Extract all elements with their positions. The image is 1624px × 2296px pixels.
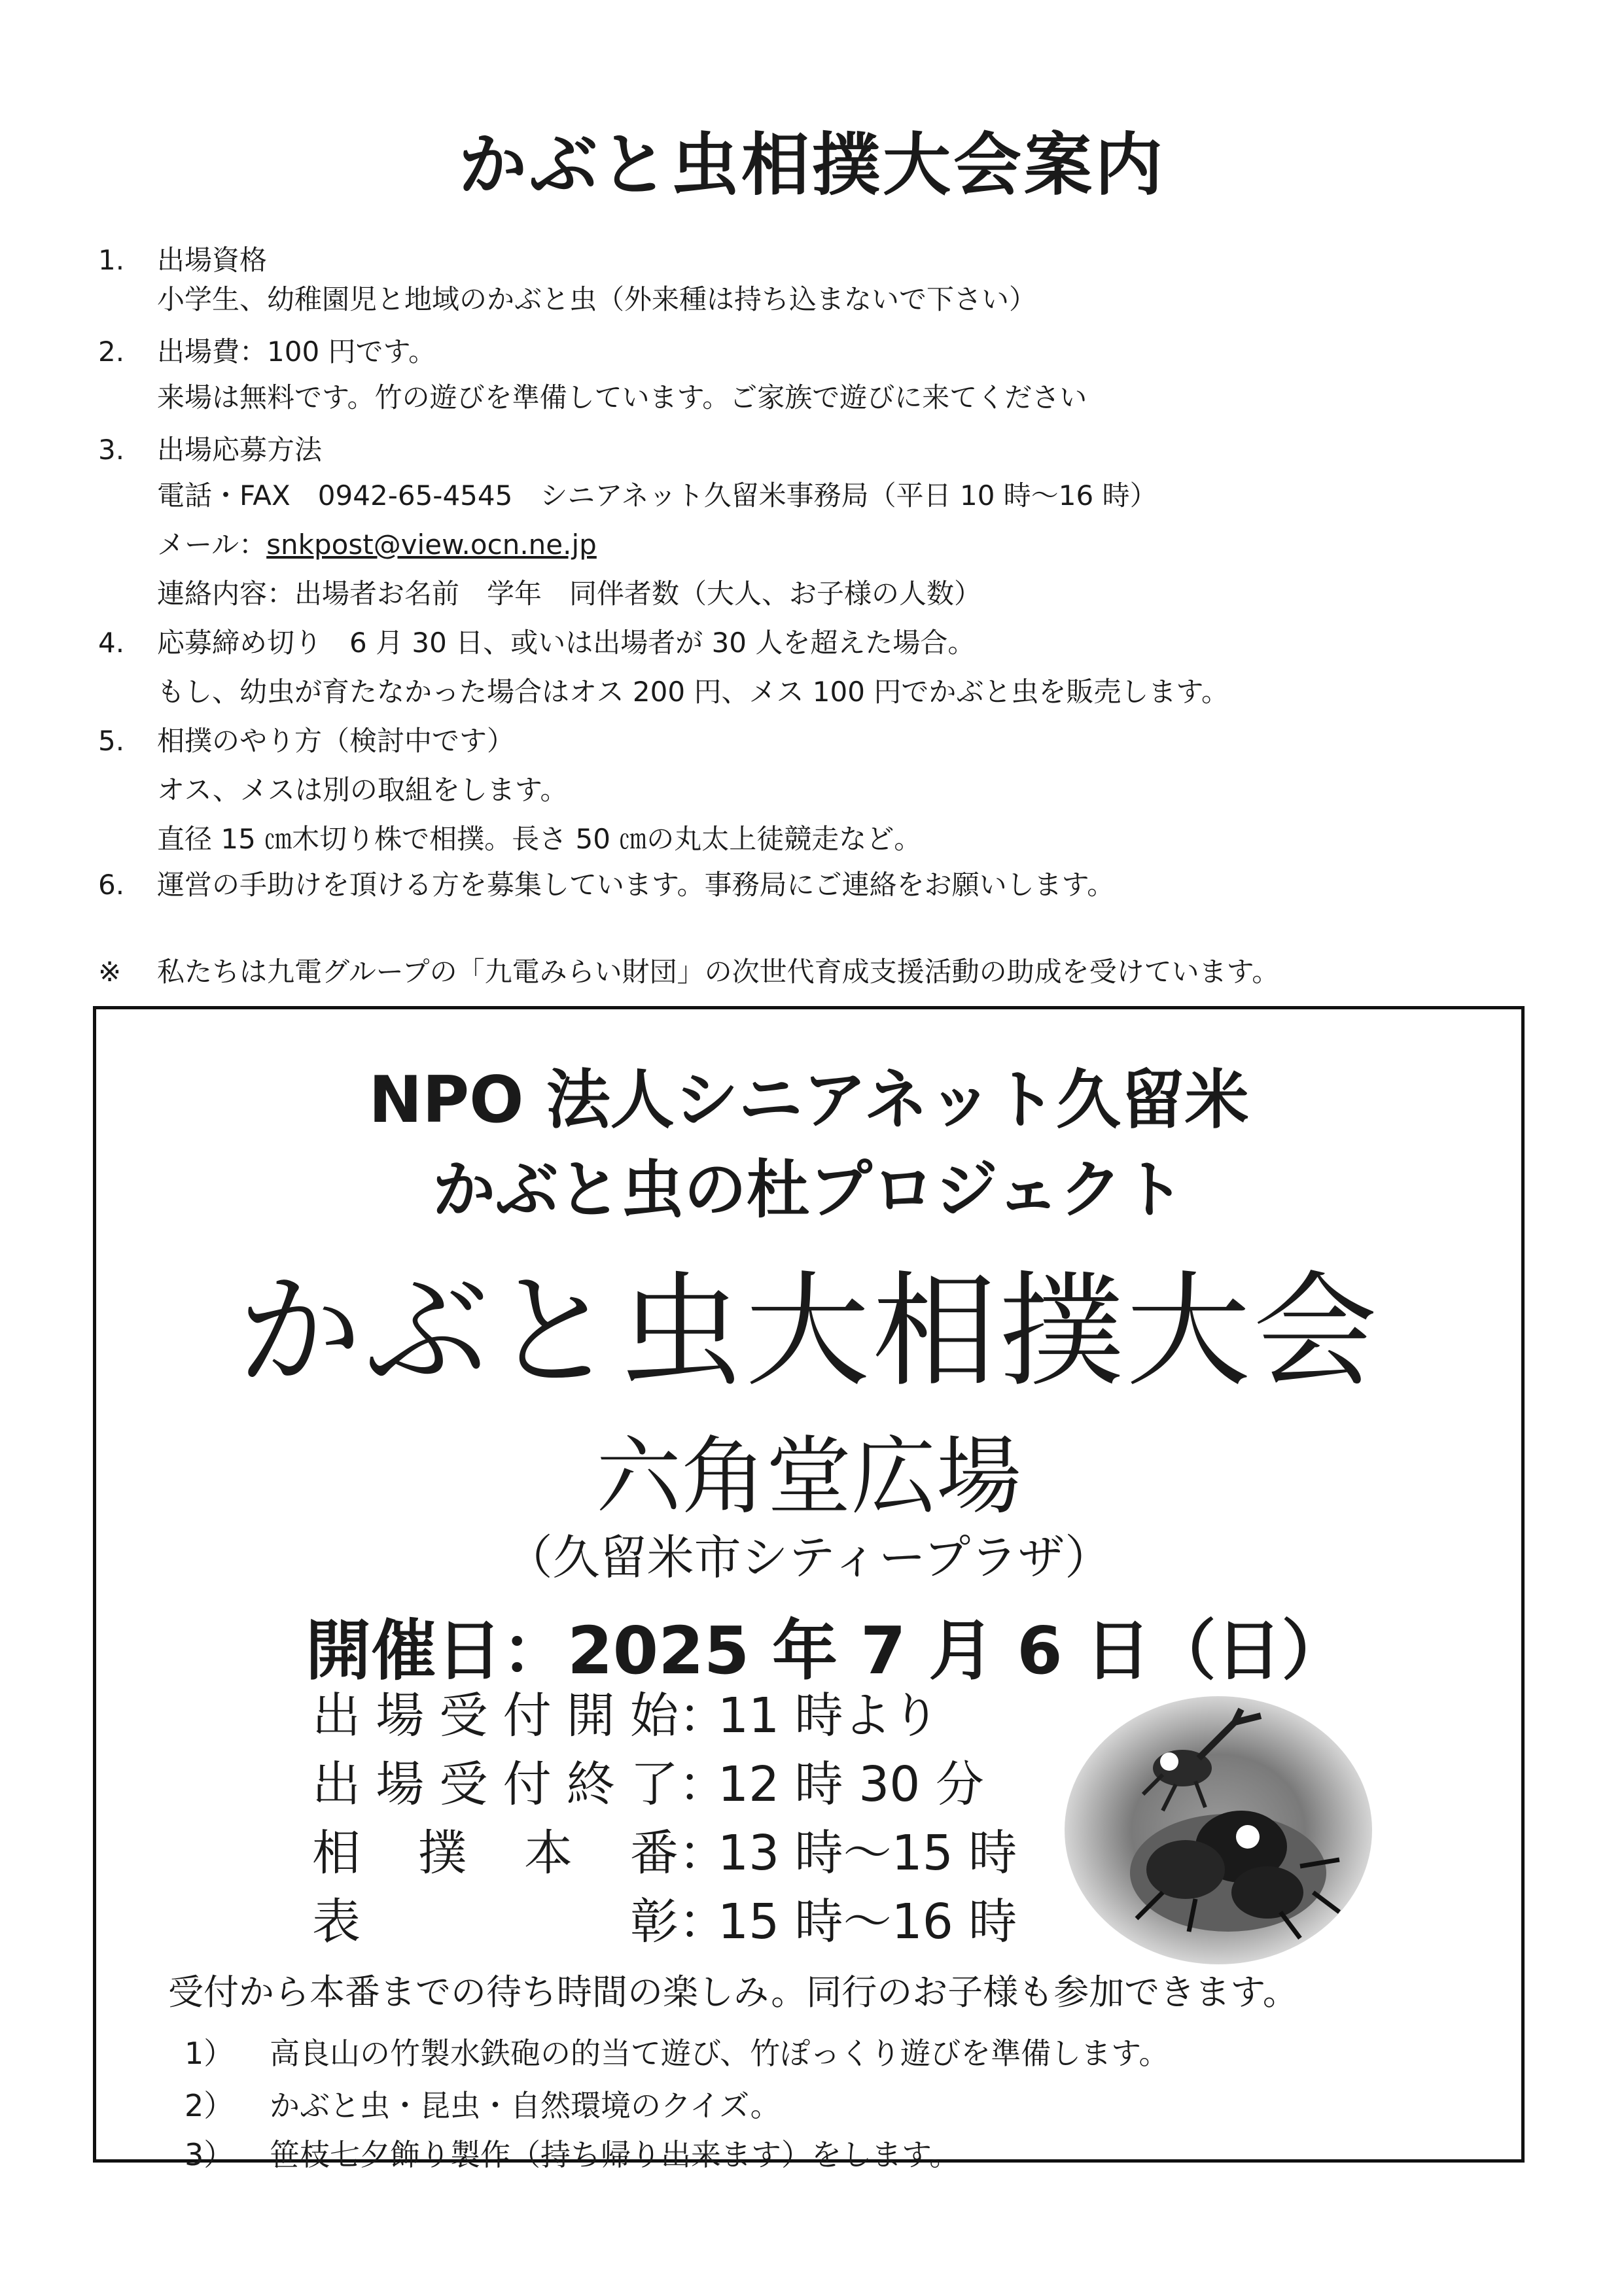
section-4-number: 4. xyxy=(98,627,125,659)
section-5-body-1: オス、メスは別の取組をします。 xyxy=(157,774,568,806)
section-1-title: 出場資格 xyxy=(157,244,268,276)
section-3-mail-line xyxy=(157,527,597,563)
schedule-sep: ： xyxy=(679,1688,727,1744)
section-4-body: もし、幼虫が育たなかった場合はオス 200 円、メス 100 円でかぶと虫を販売します。 xyxy=(157,676,1229,708)
schedule-sep: ： xyxy=(679,1894,727,1950)
section-3-number: 3. xyxy=(98,434,125,466)
section-2-number: 2. xyxy=(98,336,125,368)
activity-item xyxy=(185,2131,959,2174)
activity-number: 3） xyxy=(185,2137,234,2172)
email-link[interactable]: snkpost@view.ocn.ne.jp xyxy=(266,529,597,561)
note-text: 私たちは九電グループの「九電みらい財団」の次世代育成支援活動の助成を受けています。 xyxy=(157,956,1280,988)
venue-subtitle: （久留米市シティープラザ） xyxy=(505,1530,1112,1585)
activity-text: 笹枝七夕飾り製作（持ち帰り出来ます）をします。 xyxy=(270,2137,960,2172)
subsidy-note xyxy=(98,954,1279,990)
section-3-contact: 連絡内容：出場者お名前 学年 同伴者数（大人、お子様の人数） xyxy=(157,578,982,610)
section-1-number: 1. xyxy=(98,244,125,276)
schedule-label: 相撲本番 xyxy=(312,1825,679,1881)
event-title: かぶと虫大相撲大会 xyxy=(237,1259,1380,1404)
section-3-phone: 電話・FAX 0942-65-4545 シニアネット久留米事務局（平日 10 時～16 時） xyxy=(157,479,1157,512)
schedule-label: 表彰 xyxy=(312,1894,679,1950)
event-date: 開催日：2025 年 7 月 6 日（日） xyxy=(306,1612,1347,1689)
section-3-title: 出場応募方法 xyxy=(157,434,323,466)
section-5-number: 5. xyxy=(98,725,125,757)
venue-name: 六角堂広場 xyxy=(595,1427,1021,1526)
schedule-row xyxy=(312,1896,1017,1948)
activity-text: かぶと虫・昆虫・自然環境のクイズ。 xyxy=(270,2088,781,2123)
page-title: かぶと虫相撲大会案内 xyxy=(458,125,1165,205)
section-1-heading xyxy=(98,242,267,279)
section-4-title: 応募締め切り 6 月 30 日、或いは出場者が 30 人を超えた場合。 xyxy=(157,627,976,659)
activity-item xyxy=(185,2030,1169,2073)
note-mark: ※ xyxy=(98,956,122,988)
event-flyer-box xyxy=(93,1006,1525,2172)
section-5-title: 相撲のやり方（検討中です） xyxy=(157,725,515,757)
org-name: NPO 法人シニアネット久留米 xyxy=(368,1063,1249,1138)
section-2-heading xyxy=(98,334,436,370)
section-5-heading xyxy=(98,723,514,759)
schedule-label: 出場受付終了 xyxy=(312,1756,679,1813)
mail-label: メール： xyxy=(157,529,267,561)
section-6-heading xyxy=(98,867,1114,903)
schedule-row xyxy=(312,1758,984,1811)
schedule-time: 12 時 30 分 xyxy=(718,1756,984,1813)
schedule-time: 15 時～16 時 xyxy=(718,1894,1017,1950)
schedule-sep: ： xyxy=(679,1756,727,1813)
schedule-time: 11 時より xyxy=(718,1688,940,1744)
section-2-title: 出場費：100 円です。 xyxy=(157,336,436,368)
section-2-body: 来場は無料です。竹の遊びを準備しています。ご家族で遊びに来てください xyxy=(157,381,1087,413)
activity-number: 1） xyxy=(185,2036,234,2071)
schedule-sep: ： xyxy=(679,1825,727,1881)
beetle-icon xyxy=(1065,1696,1372,1964)
schedule-row xyxy=(312,1827,1017,1879)
activity-text: 高良山の竹製水鉄砲の的当て遊び、竹ぽっくり遊びを準備します。 xyxy=(270,2036,1169,2071)
waiting-fun-line: 受付から本番までの待ち時間の楽しみ。同行のお子様も参加できます。 xyxy=(168,1972,1298,2013)
project-name: かぶと虫の杜プロジェクト xyxy=(432,1153,1186,1226)
activity-number: 2） xyxy=(185,2088,234,2123)
schedule-time: 13 時～15 時 xyxy=(718,1825,1017,1881)
activity-item xyxy=(185,2082,781,2125)
section-3-heading xyxy=(98,432,322,468)
section-6-title: 運営の手助けを頂ける方を募集しています。事務局にご連絡をお願いします。 xyxy=(157,869,1115,901)
section-5-body-2: 直径 15 ㎝木切り株で相撲。長さ 50 ㎝の丸太上徒競走など。 xyxy=(157,823,922,855)
schedule-row xyxy=(312,1690,940,1742)
section-1-body: 小学生、幼稚園児と地域のかぶと虫（外来種は持ち込まないで下さい） xyxy=(157,283,1037,315)
section-4-heading xyxy=(98,625,975,661)
section-6-number: 6. xyxy=(98,869,125,901)
beetle-photo xyxy=(1065,1696,1372,1964)
schedule-label: 出場受付開始 xyxy=(312,1688,679,1744)
